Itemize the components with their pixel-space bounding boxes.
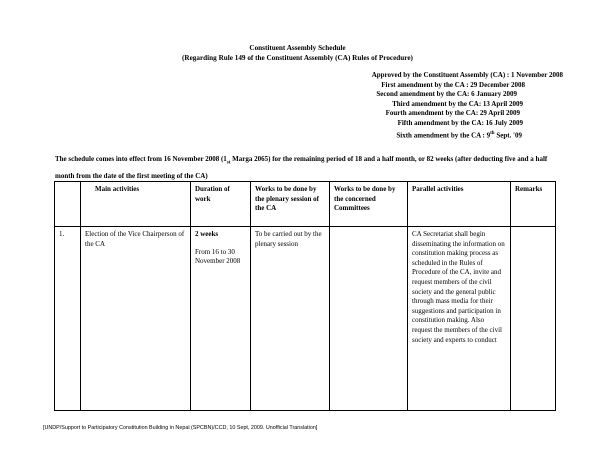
- duration-weeks: 2 weeks: [195, 230, 219, 238]
- approval-history: [372, 71, 563, 140]
- intro-paragraph: The schedule comes into effect from 16 November 2008 ($1_{st}$ Marga 2065) for the remaining period of 18 and a half month, or 82 weeks (after deducting five and a half month from the date of the first meeting of the CA): [55, 155, 548, 180]
- header-cell: Works to be done by the concerned Committees: [330, 182, 408, 227]
- row-remarks: [511, 227, 556, 411]
- row-parallel-activities: CA Secretariat shall begin disseminating the information on constitution making process as scheduled in the Rules of Procedure of the CA, invite and request members of the civil society and the general public through mass media for their suggestions and participation in constitution making. Also request the members of the civil society and experts to conduct: [408, 227, 511, 411]
- header-cell: Parallel activities: [408, 182, 511, 227]
- row-activity: Election of the Vice Chairperson of the CA: [81, 227, 191, 411]
- table-row: [55, 227, 556, 411]
- approval-line: Third amendment by the CA: 13 April 2009: [392, 99, 523, 108]
- header-cell: Duration of work: [191, 182, 251, 227]
- document-title: Constituent Assembly Schedule: [249, 44, 346, 52]
- row-plenary: To be carried out by the plenary session: [251, 227, 330, 411]
- approval-line: Fourth amendment by the CA: 29 April 2009: [385, 109, 520, 118]
- approval-line: First amendment by the CA : 29 December 2008: [381, 80, 525, 89]
- header-cell: Remarks: [511, 182, 556, 227]
- duration-dates: From 16 to 30 November 2008: [195, 247, 241, 266]
- header-cell: Main activities: [81, 182, 191, 227]
- row-number: 1.: [55, 227, 81, 411]
- row-duration: [191, 227, 251, 411]
- approval-line-last: Sixth amendment by the CA : 9th Sept. '09: [396, 130, 522, 139]
- approval-line: Second amendment by the CA: 6 January 2009: [376, 90, 517, 99]
- approval-line: Approved by the Constituent Assembly (CA) : 1 November 2008: [371, 71, 563, 79]
- approval-line: Fifth amendment by the CA: 16 July 2009: [397, 118, 523, 127]
- header-cell: Works to be done by the plenary session of the CA: [251, 182, 330, 227]
- footer-note: [UNDP/Support to Participatory Constitution Building in Nepal (SPCBN)/CCD, 10 Sept, 2009. Unofficial Translation]: [43, 425, 318, 431]
- header-cell: [55, 182, 81, 227]
- schedule-table: [54, 181, 556, 411]
- row-committees: [330, 227, 408, 411]
- table-header-row: [55, 182, 556, 227]
- document-subtitle: (Regarding Rule 149 of the Constituent Assembly (CA) Rules of Procedure): [182, 54, 413, 62]
